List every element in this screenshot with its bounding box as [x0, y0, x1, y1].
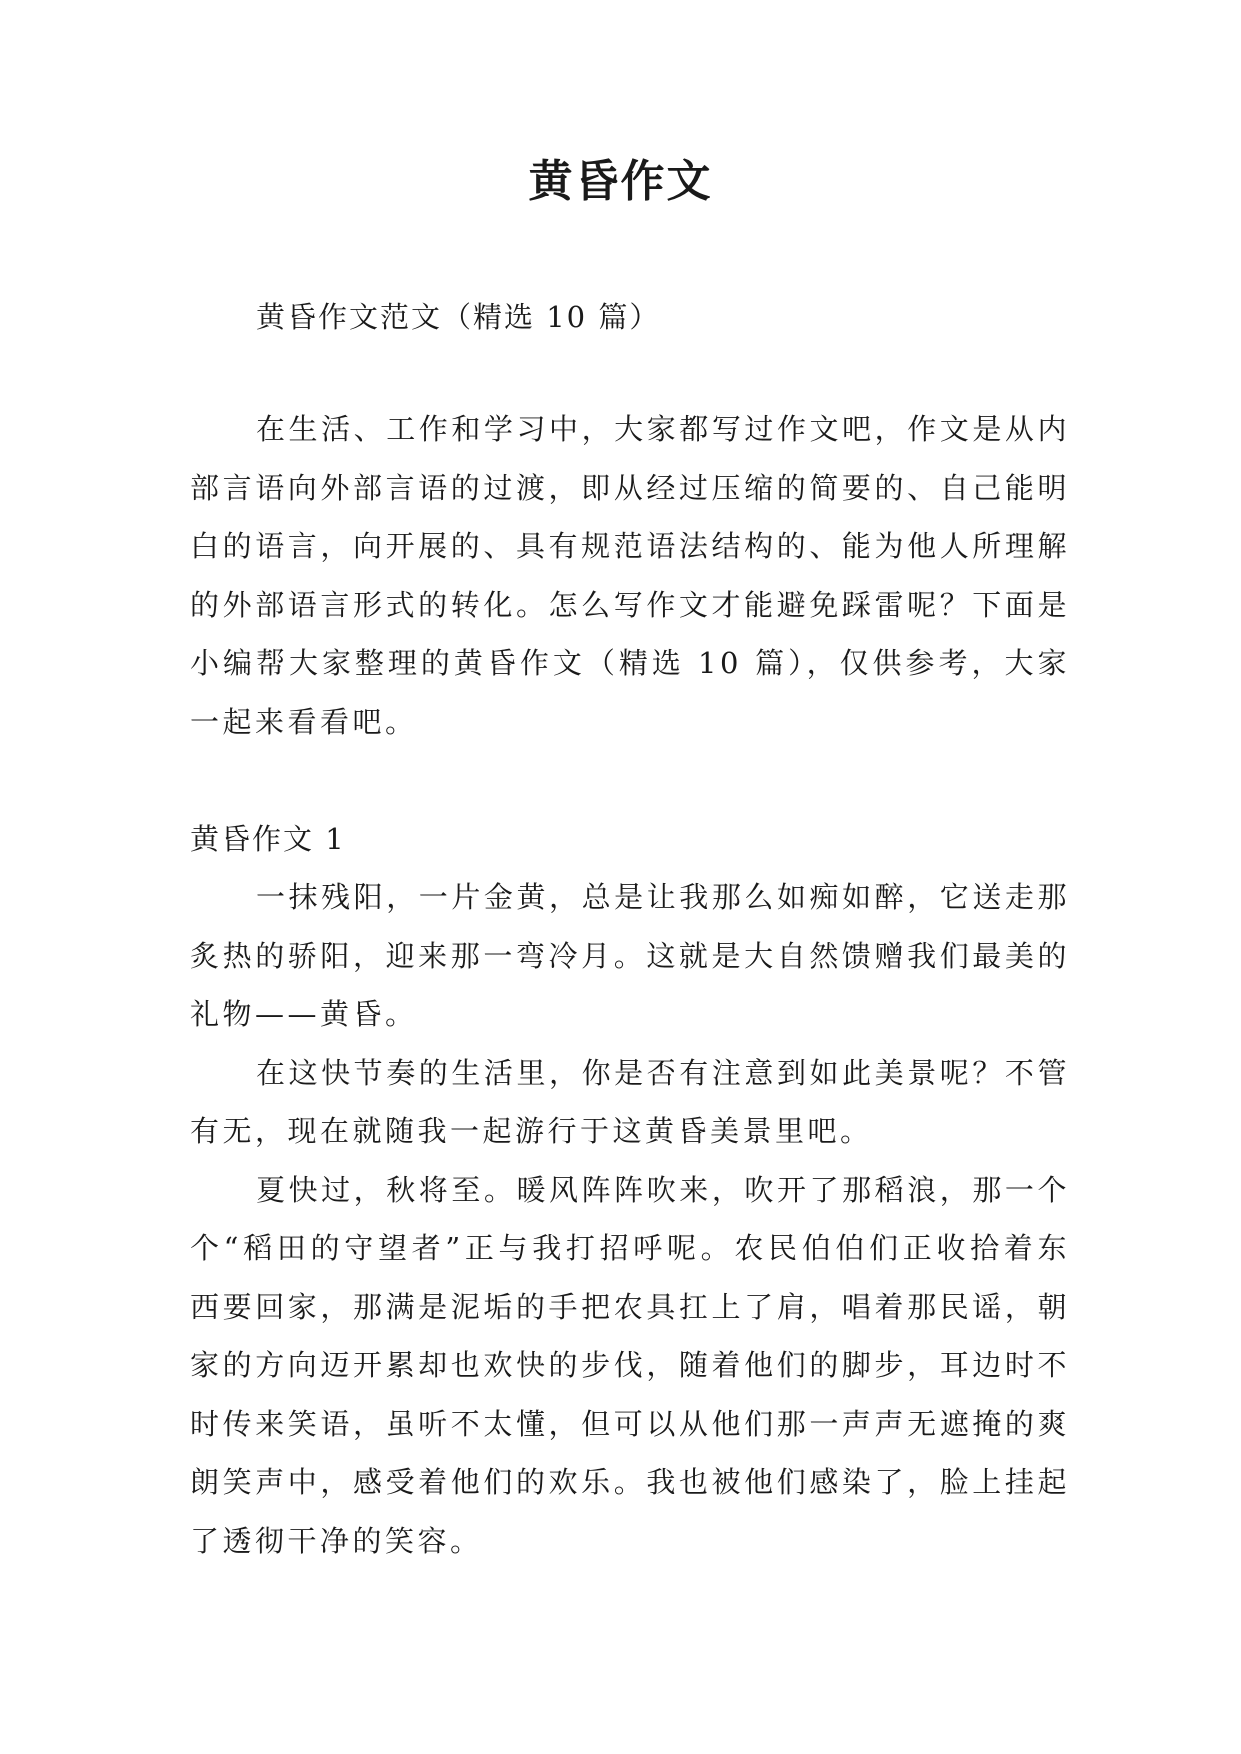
document-subtitle: 黄昏作文范文（精选 10 篇）: [256, 300, 661, 334]
essay-paragraph-2: 在这快节奏的生活里，你是否有注意到如此美景呢？不管有无，现在就随我一起游行于这黄昏美景里吧。: [190, 1055, 1070, 1148]
document-title: 黄昏作文: [528, 156, 713, 207]
intro-block: [190, 400, 1070, 751]
section-heading: 黄昏作文 1: [190, 822, 346, 856]
essay-paragraph-1: 一抹残阳，一片金黄，总是让我那么如痴如醉，它送走那炙热的骄阳，迎来那一弯冷月。这就是大自然馈赠我们最美的礼物——黄昏。: [190, 880, 1070, 1031]
intro-paragraph: 在生活、工作和学习中，大家都写过作文吧，作文是从内部言语向外部言语的过渡，即从经过压缩的简要的、自己能明白的语言，向开展的、具有规范语法结构的、能为他人所理解的外部语言形式的转化。怎么写作文才能避免踩雷呢？下面是小编帮大家整理的黄昏作文（精选 10 篇），仅供参考，大家一起来看看吧。: [190, 412, 1070, 739]
essay-body: [190, 868, 1070, 1570]
essay-paragraph-3: 夏快过，秋将至。暖风阵阵吹来，吹开了那稻浪，那一个个“稻田的守望者”正与我打招呼呢。农民伯伯们正收拾着东西要回家，那满是泥垢的手把农具扛上了肩，唱着那民谣，朝家的方向迈开累却也欢快的步伐，随着他们的脚步，耳边时不时传来笑语，虽听不太懂，但可以从他们那一声声无遮掩的爽朗笑声中，感受着他们的欢乐。我也被他们感染了，脸上挂起了透彻干净的笑容。: [190, 1172, 1070, 1558]
